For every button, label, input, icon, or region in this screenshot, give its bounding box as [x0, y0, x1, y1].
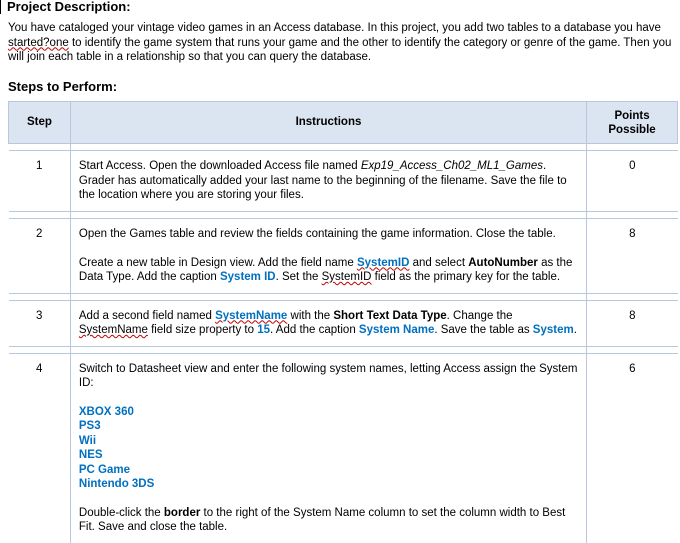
step-number: 2	[9, 219, 71, 294]
step-number: 3	[9, 300, 71, 346]
step-number: 4	[9, 353, 71, 543]
table-row	[9, 300, 678, 346]
header-points: Points Possible	[587, 102, 678, 144]
system-names-list	[79, 405, 578, 492]
points-value: 6	[587, 353, 678, 543]
table-row	[9, 353, 678, 543]
list-item: PS3	[78, 420, 101, 432]
table-header-row	[9, 102, 678, 144]
instruction-cell: Add a second field named SystemName with the Short Text Data Type. Change the SystemName field size property to 15. Add the caption System Name. Save the table as System.	[70, 300, 586, 346]
header-instructions: Instructions	[70, 102, 586, 144]
instruction-cell: Switch to Datasheet view and enter the following system names, letting Access assign the System ID: XBOX 360 PS3 Wii NES PC Game Nintendo 3DS Double-click the border to the right of the System Name column to set the column width to Best Fit. Save and close the table.	[70, 353, 586, 543]
list-item: PC Game	[78, 463, 131, 476]
project-description-heading: Project Description:	[0, 0, 131, 14]
header-step: Step	[9, 102, 71, 144]
instruction-cell: Start Access. Open the downloaded Access file named Exp19_Access_Ch02_ML1_Games. Grader has automatically added your last name to the beginning of the filename. Save the file to the location where you are storing your files.	[70, 151, 586, 212]
steps-heading: Steps to Perform:	[8, 79, 118, 94]
list-item: Wii	[78, 434, 97, 447]
step-number: 1	[9, 151, 71, 212]
table-row	[9, 151, 678, 212]
list-item: XBOX 360	[78, 405, 134, 418]
list-item: Nintendo 3DS	[78, 478, 155, 490]
project-description-text: You have cataloged your vintage video games in an Access database. In this project, you add two tables to a database you have started?one to identify the game system that runs your game and the other to identify the category or genre of the game. Then you will join each table in a relationship so that you can query the database.	[8, 22, 672, 63]
table-row	[9, 219, 678, 294]
points-value: 0	[587, 151, 678, 212]
points-value: 8	[587, 300, 678, 346]
instruction-cell: Open the Games table and review the fields containing the game information. Close the table. Create a new table in Design view. Add the field name SystemID and select AutoNumber as the Data Type. Add the caption System ID. Set the SystemID field as the primary key for the table.	[70, 219, 586, 294]
list-item: NES	[78, 449, 103, 461]
points-value: 8	[587, 219, 678, 294]
steps-table	[8, 101, 678, 543]
